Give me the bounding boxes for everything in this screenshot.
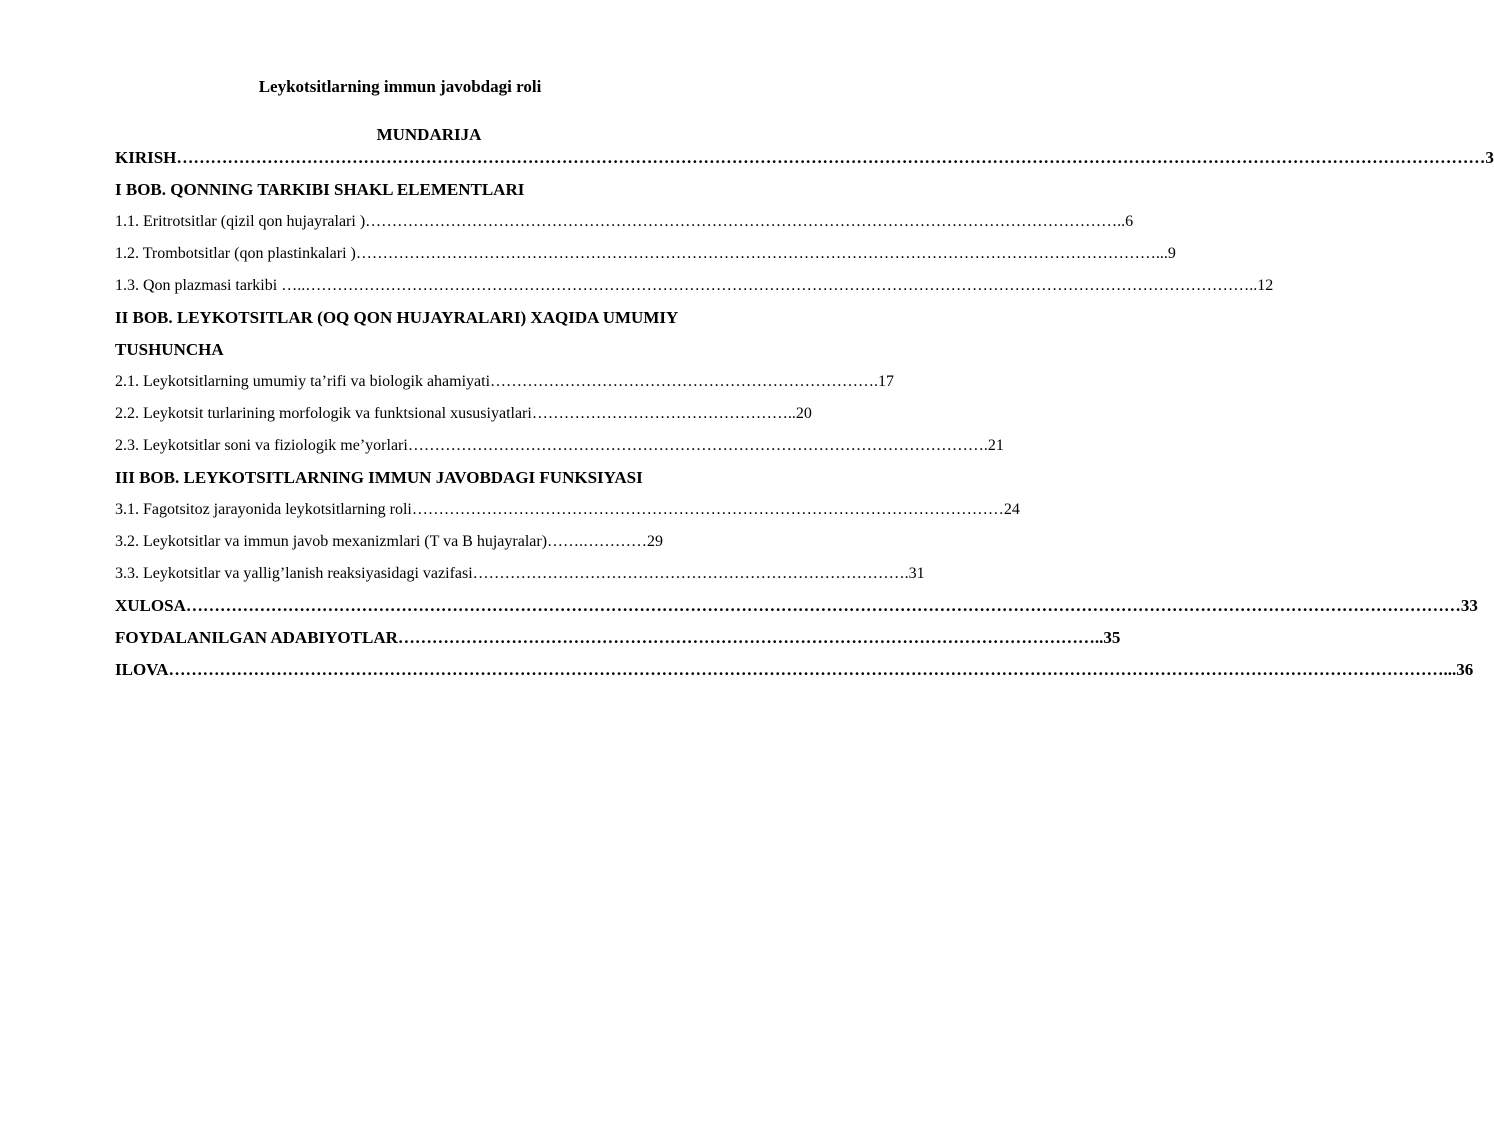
toc-entry-xulosa: XULOSA………………………………………………………………………………………………………………………………………………………………………………………………………33 [115,596,1478,615]
toc-entry-1-2: 1.2. Trombotsitlar (qon plastinkalari )……………………………………………………………………………………………………………………………………...9 [115,245,1176,262]
toc-entry-3-1: 3.1. Fagotsitoz jarayonida leykotsitlarning roli…………………………………………………………………………………………………24 [115,501,1020,518]
toc-entry-2-1: 2.1. Leykotsitlarning umumiy ta’rifi va biologik ahamiyati……………………………………………………………….17 [115,373,895,390]
table-of-contents [115,147,1494,691]
toc-entry-adabiyotlar: FOYDALANILGAN ADABIYOTLAR……………………………………………………………………………………………………………..35 [115,628,1121,647]
toc-entry-3-2: 3.2. Leykotsitlar va immun javob mexanizmlari (T va B hujayralar)…….…………29 [115,533,664,550]
toc-heading: MUNDARIJA [376,125,482,144]
toc-entry-1-1: 1.1. Eritrotsitlar (qizil qon hujayralari )……………………………………………………………………………………………………………………………..6 [115,213,1134,230]
toc-entry-ilova: ILOVA………………………………………………………………………………………………………………………………………………………………………………………………………...36 [115,660,1474,679]
toc-chapter-2-line-2: TUSHUNCHA [115,340,224,359]
document-title: Leykotsitlarning immun javobdagi roli [258,77,542,96]
toc-entry-2-3: 2.3. Leykotsitlar soni va fiziologik me’yorlari……………………………………………………………………………………………….21 [115,437,1004,454]
toc-chapter-2-line-1: II BOB. LEYKOTSITLAR (OQ QON HUJAYRALARI) XAQIDA UMUMIY [115,308,679,327]
toc-entry-kirish: KIRISH……………………………………………………………………………………………………………………………………………………………………………………………………………3 [115,148,1494,167]
toc-entry-1-3: 1.3. Qon plazmasi tarkibi …..……………………………………………………………………………………………………………………………………………………………..12 [115,277,1274,294]
toc-chapter-1: I BOB. QONNING TARKIBI SHAKL ELEMENTLARI [115,180,525,199]
toc-entry-3-3: 3.3. Leykotsitlar va yallig’lanish reaksiyasidagi vazifasi……………………………………………………………………….31 [115,565,925,582]
toc-entry-2-2: 2.2. Leykotsit turlarining morfologik va funktsional xususiyatlari…………………………………………..20 [115,405,812,422]
toc-chapter-3: III BOB. LEYKOTSITLARNING IMMUN JAVOBDAGI FUNKSIYASI [115,468,643,487]
